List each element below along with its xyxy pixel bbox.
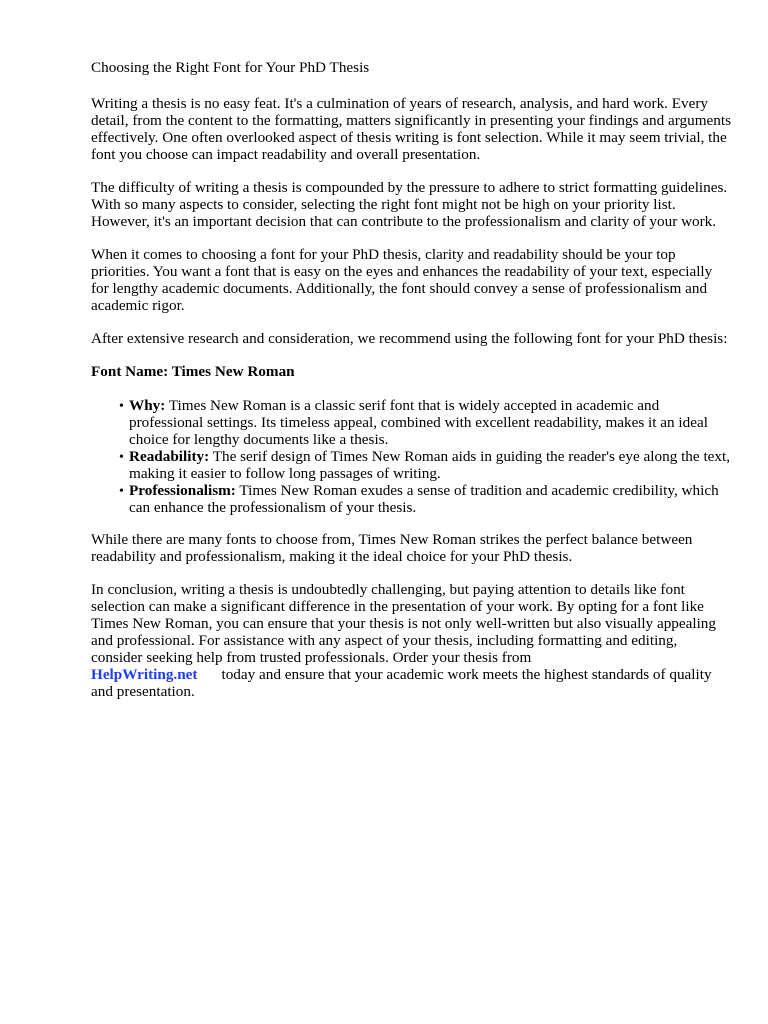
reasons-list bbox=[91, 397, 731, 516]
conclusion-text-end: today and ensure that your academic work meets the highest standards of quality and presentation. bbox=[91, 666, 712, 700]
paragraph-conclusion bbox=[91, 581, 731, 700]
list-item bbox=[91, 397, 731, 448]
bullet-icon: • bbox=[119, 399, 124, 414]
document-title: Choosing the Right Font for Your PhD Thesis bbox=[91, 59, 370, 76]
bullet-label: Readability: bbox=[129, 448, 210, 465]
paragraph-difficulty: The difficulty of writing a thesis is compounded by the pressure to adhere to strict formatting guidelines. With so many aspects to consider, selecting the right font might not be high on your priority list. However, it's an important decision that can contribute to the professionalism and clarity of your work. bbox=[91, 179, 728, 230]
paragraph-criteria: When it comes to choosing a font for your PhD thesis, clarity and readability should be your top priorities. You want a font that is easy on the eyes and enhances the readability of your text, especially for lengthy academic documents. Additionally, the font should convey a sense of professionalism and academic rigor. bbox=[91, 246, 713, 314]
helpwriting-link[interactable]: HelpWriting.net bbox=[91, 666, 198, 683]
font-name-heading: Font Name: Times New Roman bbox=[91, 363, 295, 380]
bullet-icon: • bbox=[119, 484, 124, 499]
paragraph-recommendation: After extensive research and consideration, we recommend using the following font for your PhD thesis: bbox=[91, 330, 728, 347]
bullet-text: Times New Roman is a classic serif font that is widely accepted in academic and professional settings. Its timeless appeal, combined with excellent readability, makes it an ideal choice for lengthy documents like a thesis. bbox=[129, 397, 708, 448]
conclusion-text: In conclusion, writing a thesis is undoubtedly challenging, but paying attention to details like font selection can make a significant difference in the presentation of your work. By opting for a font like Times New Roman, you can ensure that your thesis is not only well-written but also visually appealing and professional. For assistance with any aspect of your thesis, including formatting and editing, consider seeking help from trusted professionals. Order your thesis from bbox=[91, 581, 716, 666]
bullet-text: The serif design of Times New Roman aids in guiding the reader's eye along the text, making it easier to follow long passages of writing. bbox=[129, 448, 731, 482]
bullet-text: Times New Roman exudes a sense of tradition and academic credibility, which can enhance the professionalism of your thesis. bbox=[129, 482, 719, 516]
bullet-label: Professionalism: bbox=[129, 482, 236, 499]
bullet-icon: • bbox=[119, 450, 124, 465]
paragraph-balance: While there are many fonts to choose from, Times New Roman strikes the perfect balance between readability and professionalism, making it the ideal choice for your PhD thesis. bbox=[91, 531, 693, 565]
paragraph-intro: Writing a thesis is no easy feat. It's a culmination of years of research, analysis, and hard work. Every detail, from the content to the formatting, matters significantly in presenting your findings and arguments effectively. One often overlooked aspect of thesis writing is font selection. While it may seem trivial, the font you choose can impact readability and overall presentation. bbox=[91, 95, 731, 163]
list-item bbox=[91, 482, 731, 516]
list-item bbox=[91, 448, 731, 482]
bullet-label: Why: bbox=[129, 397, 166, 414]
document-page bbox=[91, 59, 731, 716]
